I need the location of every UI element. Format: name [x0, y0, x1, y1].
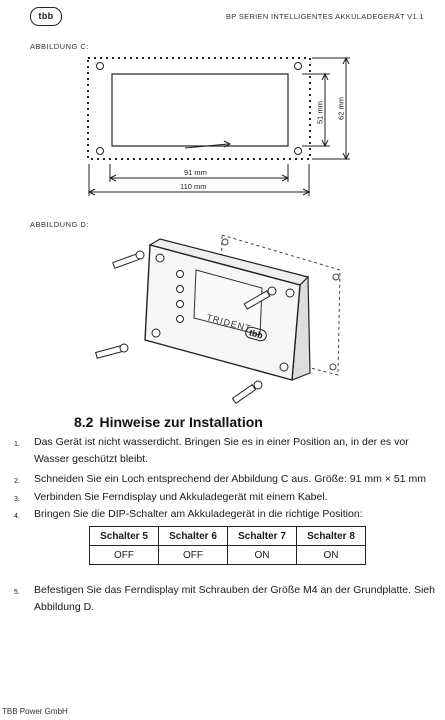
mount-hole [152, 329, 160, 337]
list-item [14, 582, 442, 616]
list-item-number: 3. [14, 496, 20, 503]
table-cell: ON [228, 546, 297, 565]
panel-hole [222, 239, 228, 245]
mount-hole [295, 148, 302, 155]
figure-d-label: ABBILDUNG D: [30, 220, 89, 229]
led-indicator [177, 316, 184, 323]
dim-label-110: 110 mm [180, 182, 207, 191]
list-item-number: 2. [14, 478, 20, 485]
screw-icon [113, 251, 144, 268]
list-item-text: Verbinden Sie Ferndisplay und Akkuladegerät mit einem Kabel. [34, 491, 328, 503]
panel-hole [333, 274, 339, 280]
device-tbb-logo: tbb [244, 325, 268, 342]
list-item-number: 1. [14, 441, 20, 448]
tbb-logo: tbb [30, 7, 62, 26]
table-header-cell: Schalter 6 [159, 527, 228, 546]
outer-frame-outline [88, 58, 310, 159]
list-item-text: Bringen Sie die DIP-Schalter am Akkuladegerät in die richtige Position: [34, 508, 363, 520]
table-header-cell: Schalter 8 [297, 527, 366, 546]
list-item [14, 471, 442, 490]
section-number: 8.2 [74, 414, 94, 430]
mount-hole [97, 148, 104, 155]
mount-hole [97, 63, 104, 70]
mount-hole [280, 363, 288, 371]
list-item [14, 434, 442, 468]
table-row [90, 546, 366, 565]
figure-c-drawing [0, 0, 445, 220]
table-cell: OFF [90, 546, 159, 565]
mount-hole [286, 289, 294, 297]
list-item-number: 5. [14, 589, 20, 596]
list-item-text: Schneiden Sie ein Loch entsprechend der Abbildung C aus. Größe: 91 mm × 51 mm [34, 473, 426, 485]
led-indicator [177, 286, 184, 293]
cutout-outline [112, 74, 288, 146]
dim-label-91: 91 mm [184, 168, 207, 177]
table-header-cell: Schalter 7 [228, 527, 297, 546]
table-cell: OFF [159, 546, 228, 565]
led-indicator [177, 271, 184, 278]
panel-hole [330, 364, 336, 370]
table-cell: ON [297, 546, 366, 565]
list-item-text: Befestigen Sie das Ferndisplay mit Schrauben der Größe M4 an der Grundplatte. Sieh Abbildung D. [34, 584, 435, 613]
document-header-title: BP SERIEN INTELLIGENTES AKKULADEGERÄT V1.1 [226, 12, 424, 21]
table-header-cell: Schalter 5 [90, 527, 159, 546]
dim-label-51: 51 mm [315, 101, 325, 124]
table-header-row [90, 527, 366, 546]
list-item-number: 4. [14, 513, 20, 520]
section-title: Hinweise zur Installation [99, 414, 263, 430]
device-brand-label: TRIDENT [205, 312, 253, 334]
section-heading [74, 414, 263, 430]
led-indicator [177, 301, 184, 308]
footer-company: TBB Power GmbH [2, 707, 68, 716]
dim-label-62: 62 mm [336, 97, 346, 120]
mount-hole [156, 254, 164, 262]
list-item [14, 506, 442, 525]
mount-hole [295, 63, 302, 70]
screw-icon [232, 381, 262, 403]
figure-c-label: ABBILDUNG C: [30, 42, 89, 51]
screw-icon [96, 344, 128, 358]
list-item-text: Das Gerät ist nicht wasserdicht. Bringen Sie es in einer Position an, in der es vor Wasser geschützt bleibt. [34, 436, 409, 465]
dip-switch-table [89, 526, 366, 565]
